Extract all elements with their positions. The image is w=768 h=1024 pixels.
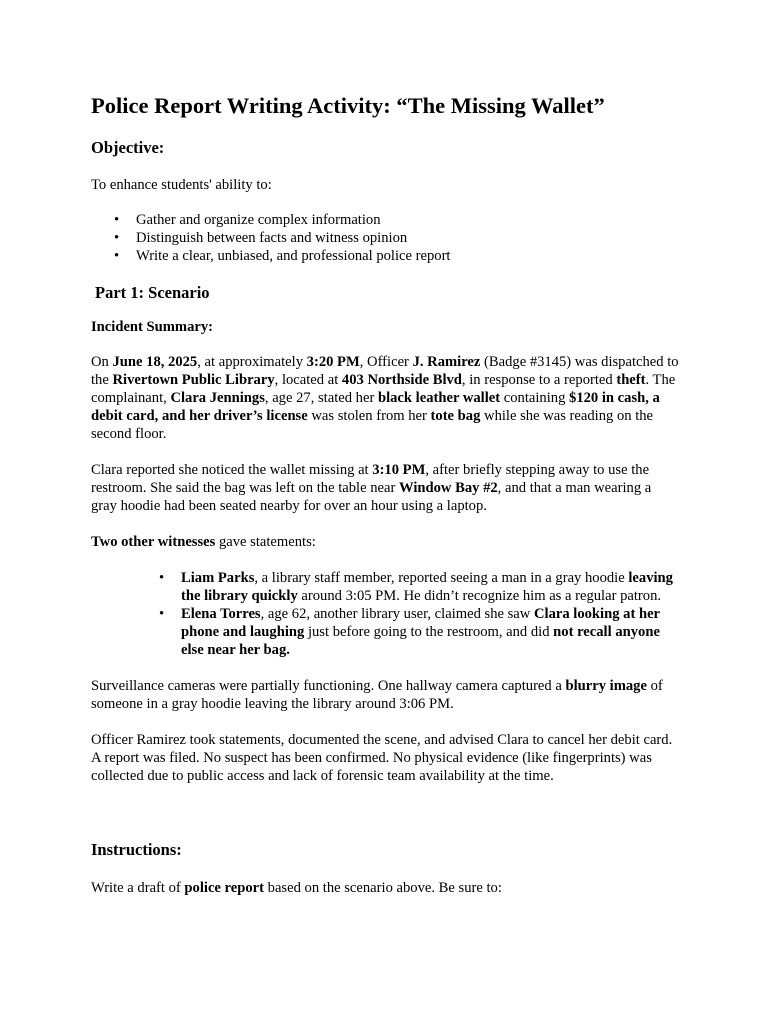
document-title: Police Report Writing Activity: “The Missing Wallet” bbox=[91, 93, 605, 118]
incident-paragraph-2: Clara reported she noticed the wallet missing at 3:10 PM, after briefly stepping away to use the restroom. She said the bag was left on the table near Window Bay #2, and that a man wearing a gray hoodie had been seated nearby for over an hour using a laptop. bbox=[91, 462, 652, 514]
objective-list bbox=[91, 211, 680, 265]
witness-intro: Two other witnesses gave statements: bbox=[91, 534, 316, 550]
objective-heading: Objective: bbox=[91, 138, 165, 157]
incident-summary-heading: Incident Summary: bbox=[91, 319, 214, 335]
list-item: • Distinguish between facts and witness opinion bbox=[136, 229, 680, 247]
list-item: • Write a clear, unbiased, and professional police report bbox=[136, 247, 680, 265]
witness-list bbox=[91, 569, 680, 659]
officer-paragraph: Officer Ramirez took statements, documented the scene, and advised Clara to cancel her debit card. A report was filed. No suspect has been confirmed. No physical evidence (like fingerprints) was collected due to public access and lack of forensic team availability at the time. bbox=[91, 732, 673, 784]
incident-paragraph-1: On June 18, 2025, at approximately 3:20 PM, Officer J. Ramirez (Badge #3145) was dispatched to the Rivertown Public Library, located at 403 Northside Blvd, in response to a reported theft. The complainant, Clara Jennings, age 27, stated her black leather wallet containing $120 in cash, a debit card, and her driver’s license was stolen from her tote bag while she was reading on the second floor. bbox=[91, 354, 679, 442]
witness-item-liam-parks: • Liam Parks, a library staff member, reported seeing a man in a gray hoodie leaving the library quickly around 3:05 PM. He didn’t recognize him as a regular patron. bbox=[181, 569, 680, 605]
instructions-heading: Instructions: bbox=[91, 840, 182, 859]
witness-item-elena-torres: • Elena Torres, age 62, another library user, claimed she saw Clara looking at her phone and laughing just before going to the restroom, and did not recall anyone else near her bag. bbox=[181, 605, 680, 659]
list-item: • Gather and organize complex information bbox=[136, 211, 680, 229]
objective-intro: To enhance students' ability to: bbox=[91, 177, 272, 193]
camera-paragraph: Surveillance cameras were partially functioning. One hallway camera captured a blurry image of someone in a gray hoodie leaving the library around 3:06 PM. bbox=[91, 678, 663, 712]
instructions-paragraph: Write a draft of police report based on the scenario above. Be sure to: bbox=[91, 880, 502, 896]
part1-heading: Part 1: Scenario bbox=[95, 283, 210, 302]
